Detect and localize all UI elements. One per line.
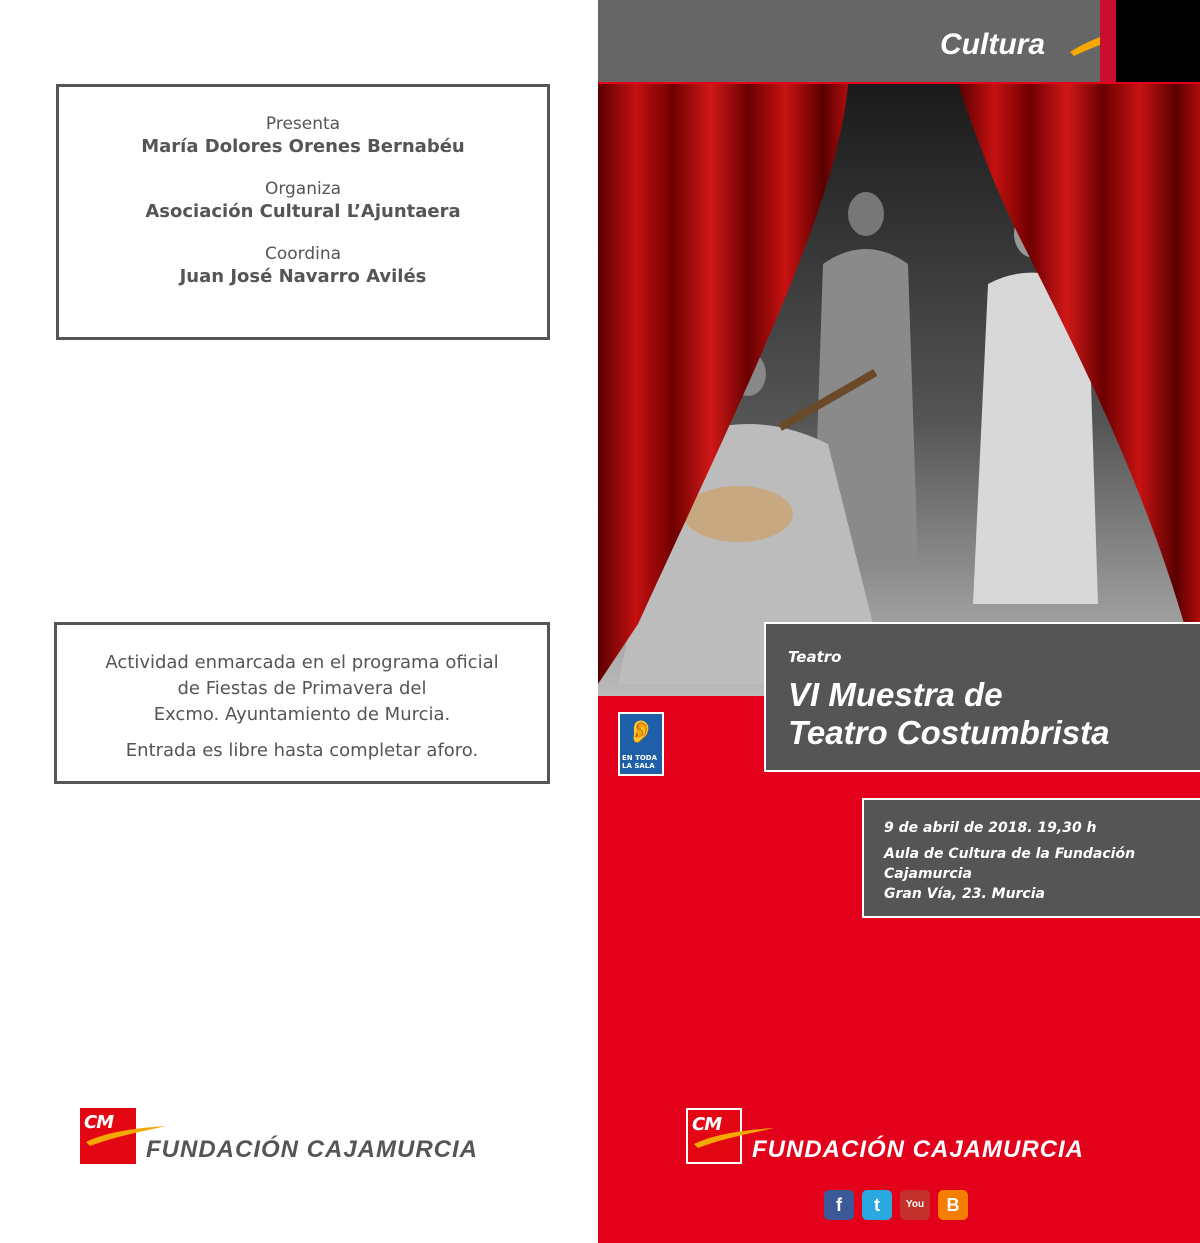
entry-note: Entrada es libre hasta completar aforo. <box>125 740 479 761</box>
event-venue: Cajamurcia <box>884 866 972 882</box>
coordina-label: Coordina <box>264 244 342 264</box>
access-label: EN TODA <box>622 754 658 762</box>
cm-logo-text: CM <box>692 1114 722 1135</box>
event-title-line: Teatro Costumbrista <box>788 714 1110 751</box>
credits-box <box>56 84 550 340</box>
info-box <box>54 622 550 784</box>
fundacion-name: FUNDACIÓN CAJAMURCIA <box>146 1136 478 1163</box>
fundacion-logo <box>686 1108 1084 1164</box>
back-panel <box>0 0 598 1243</box>
event-details-box <box>862 798 1200 918</box>
event-title-line: VI Muestra de <box>788 676 1003 713</box>
event-title-box <box>764 622 1200 772</box>
header-red-strip <box>1100 0 1116 82</box>
cm-logo-text: CM <box>84 1112 114 1133</box>
cm-logo-mark <box>80 1108 136 1164</box>
theatre-curtain-illustration <box>598 84 1200 696</box>
event-address: Gran Vía, 23. Murcia <box>884 886 1045 902</box>
hearing-loop-badge <box>618 712 664 776</box>
cover-panel <box>598 0 1200 1243</box>
presenta-label: Presenta <box>265 114 341 134</box>
section-title: Cultura <box>940 28 1045 61</box>
presenta-name: María Dolores Orenes Bernabéu <box>141 136 465 157</box>
info-line: de Fiestas de Primavera del <box>177 678 427 699</box>
swoosh-icon <box>86 1126 166 1146</box>
swoosh-icon <box>694 1128 774 1148</box>
social-links <box>824 1190 968 1220</box>
header-bar <box>598 0 1200 82</box>
fundacion-logo <box>80 1108 478 1164</box>
stage-photo <box>598 84 1200 696</box>
organiza-name: Asociación Cultural L’Ajuntaera <box>145 201 461 222</box>
organiza-label: Organiza <box>264 179 342 199</box>
coordina-name: Juan José Navarro Avilés <box>179 266 427 287</box>
hearing-loop-icon: 👂 <box>627 720 655 745</box>
info-line: Actividad enmarcada en el programa oficial <box>105 652 499 673</box>
event-category: Teatro <box>788 648 842 666</box>
header-black-strip <box>1116 0 1200 82</box>
blogger-icon[interactable]: B <box>938 1190 968 1220</box>
facebook-icon[interactable]: f <box>824 1190 854 1220</box>
info-line: Excmo. Ayuntamiento de Murcia. <box>153 704 451 725</box>
event-venue: Aula de Cultura de la Fundación <box>884 846 1136 862</box>
youtube-icon[interactable]: You <box>900 1190 930 1220</box>
access-label: LA SALA <box>622 762 655 770</box>
twitter-icon[interactable]: t <box>862 1190 892 1220</box>
cm-logo-mark <box>686 1108 742 1164</box>
event-date: 9 de abril de 2018. 19,30 h <box>884 820 1097 836</box>
fundacion-name: FUNDACIÓN CAJAMURCIA <box>752 1136 1084 1163</box>
